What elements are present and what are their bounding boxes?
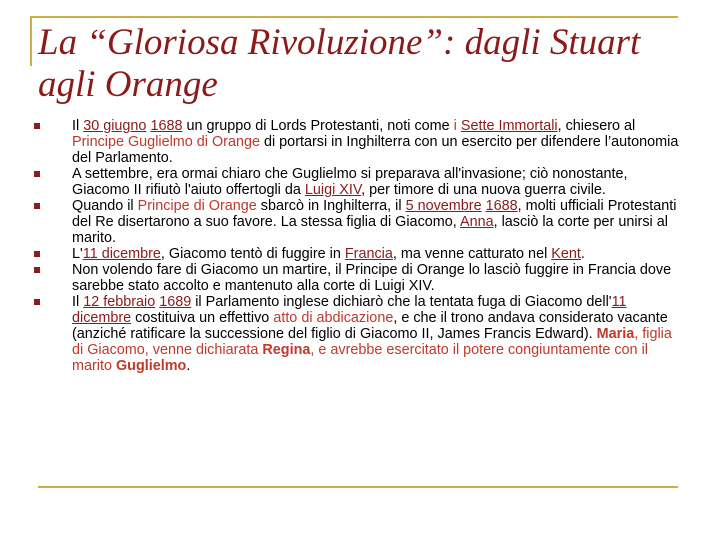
body-text: un gruppo di Lords Protestanti, noti come [182,118,454,134]
inline-link[interactable]: 30 giugno [83,118,147,134]
inline-link[interactable]: Kent [551,246,581,262]
body-text: L' [72,246,83,262]
inline-link[interactable]: 1688 [485,198,518,214]
bullet-item [34,246,684,262]
slide-title: La “Gloriosa Rivoluzione”: dagli Stuart agli Orange [38,22,641,105]
inline-link[interactable]: Sette Immortali [460,118,558,134]
square-bullet-icon [34,299,40,305]
bullet-item [34,198,684,246]
body-text: , molti ufficiali Protestanti del Re disertarono a suo favore. La stessa figlia di Giacomo, [72,198,677,230]
body-text: il Parlamento inglese dichiarò che la tentata fuga di Giacomo dell' [191,294,612,310]
bullet-item [34,294,684,374]
highlight-bold-text: Regina [262,342,311,358]
bullet-item [34,118,684,166]
body-text: A settembre, era ormai chiaro che Guglielmo si preparava all'invasione; ciò nonostante, Giacomo II rifiutò l'aiuto offertogli da [72,166,628,198]
body-text: Il [72,118,84,134]
body-text: , chiesero al [557,118,636,134]
bullet-item [34,166,684,198]
body-text: Quando il [72,198,138,214]
body-text: costituiva un effettivo [131,310,274,326]
inline-link[interactable]: 1689 [159,294,192,310]
inline-link[interactable]: 12 febbraio [83,294,156,310]
square-bullet-icon [34,267,40,273]
bullet-item [34,262,684,294]
body-text: , Giacomo tentò di fuggire in [160,246,345,262]
body-text: , ma venne catturato nel [392,246,552,262]
body-text: , per timore di una nuova guerra civile. [361,182,606,198]
highlight-text: Principe Guglielmo di Orange [72,134,260,150]
body-text: sbarcò in Inghilterra, il [256,198,406,214]
highlight-text: , figlia di Giacomo, venne dichiarata [72,326,672,358]
inline-link[interactable]: 5 novembre [405,198,482,214]
inline-link[interactable]: Anna [459,214,494,230]
body-text: Non volendo fare di Giacomo un martire, il Principe di Orange lo lasciò fuggire in Francia dove sarebbe stato accolto e mantenuto alla corte di Luigi XIV. [72,262,672,294]
square-bullet-icon [34,251,40,257]
square-bullet-icon [34,123,40,129]
square-bullet-icon [34,203,40,209]
body-text: Il [72,294,84,310]
highlight-text: , e avrebbe esercitato il potere congiuntamente con il marito [72,342,648,374]
title-top-rule [30,16,678,18]
bottom-rule [38,486,678,488]
inline-link[interactable]: Luigi XIV [304,182,362,198]
bullet-list [34,118,684,374]
inline-link[interactable]: 11 dicembre [72,294,627,326]
highlight-text: i [453,118,461,134]
highlight-text: Principe di Orange [137,198,257,214]
body-text: . [580,246,585,262]
body-text: di portarsi in Inghilterra con un esercito per difendere l’autonomia del Parlamento. [72,134,679,166]
highlight-text: atto di abdicazione [273,310,394,326]
inline-link[interactable]: 11 dicembre [82,246,161,262]
inline-link[interactable]: 1688 [150,118,183,134]
title-left-rule [30,16,32,66]
inline-link[interactable]: Francia [344,246,393,262]
body-text: , lasciò la corte per unirsi al marito. [72,214,668,246]
square-bullet-icon [34,171,40,177]
body-text: , e che il trono andava considerato vacante (anziché ratificare la successione del figlio di Giacomo II, James Francis Edward). [72,310,668,342]
body-text: . [186,358,191,374]
highlight-bold-text: Maria [596,326,635,342]
highlight-bold-text: Guglielmo [115,358,187,374]
